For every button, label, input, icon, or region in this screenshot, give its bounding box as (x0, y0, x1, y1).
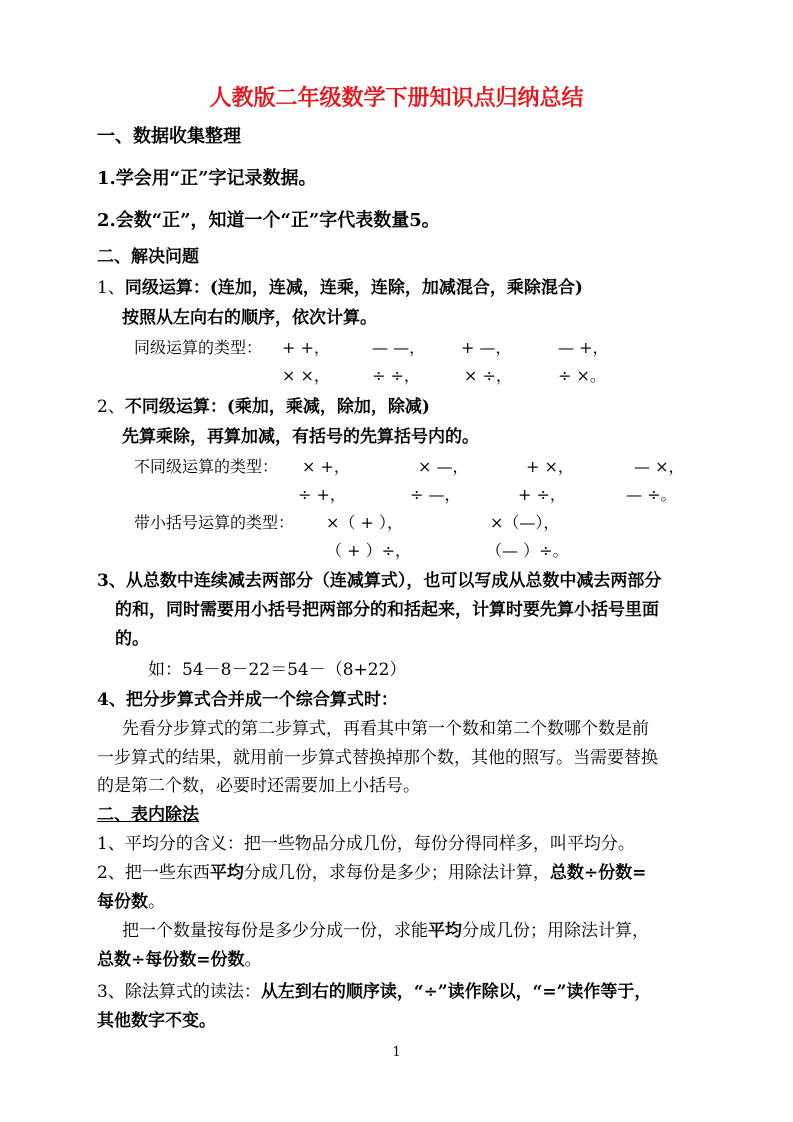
point-2-number: 2、 (97, 397, 125, 417)
same-level-types-label: 同级运算的类型： (134, 338, 263, 357)
paren-type-2: ×（—）， (490, 513, 560, 532)
same-type-7: × ÷， (464, 366, 512, 385)
division-item-3 (97, 981, 651, 1003)
point-3-line-3: 的。 (115, 629, 149, 649)
section-heading-problem-solving: 二、解决问题 (97, 247, 199, 267)
division-item-2b (122, 920, 649, 942)
division-item-2-formula: 总数÷份数= (549, 863, 647, 883)
same-type-8: ÷ ×。 (558, 366, 606, 385)
point-4-line-2: 一步算式的结果，就用前一步算式替换掉那个数，其他的照写。当需要替换 (97, 748, 658, 768)
division-item-3-cont: 其他数字不变。 (97, 1011, 216, 1031)
division-item-2 (97, 862, 646, 884)
division-item-2b-cont (97, 949, 262, 971)
diff-type-6: ÷ —， (410, 485, 461, 504)
point-2-rule: 先算乘除，再算加减，有括号的先算括号内的。 (122, 427, 479, 447)
point-2 (97, 396, 430, 418)
division-item-2-c: 分成几份，求每份是多少；用除法计算， (243, 863, 550, 883)
diff-level-types-label: 不同级运算的类型： (134, 457, 279, 476)
paren-types-label: 带小括号运算的类型： (134, 513, 295, 532)
point-4-line-1: 先看分步算式的第二步算式，再看其中第一个数和第二个数哪个数是前 (122, 719, 649, 739)
same-type-6: ÷ ÷， (372, 366, 420, 385)
division-item-1: 1、平均分的含义：把一些物品分成几份，每份分得同样多，叫平均分。 (97, 834, 635, 854)
diff-type-7: + ÷， (518, 485, 566, 504)
point-1 (97, 277, 583, 299)
item-zheng-record: 1.学会用“正”字记录数据。 (97, 168, 317, 189)
item-zheng-count: 2.会数“正”，知道一个“正”字代表数量5。 (97, 210, 440, 231)
paren-type-3: （ + ）÷， (326, 541, 411, 560)
diff-type-5: ÷ +， (298, 485, 346, 504)
diff-type-3: + ×， (526, 457, 574, 476)
division-item-2b-a: 把一个数量按每份是多少分成一份，求能 (122, 921, 428, 941)
section-heading-division: 二、表内除法 (97, 805, 199, 825)
diff-type-8: — ÷。 (626, 485, 677, 504)
point-1-number: 1、 (97, 278, 125, 298)
paren-type-4: （— ）÷。 (486, 541, 569, 560)
division-item-2b-end: 。 (244, 950, 262, 970)
point-4-line-3: 的是第二个数，必要时还需要加上小括号。 (97, 776, 420, 796)
point-3-example: 如：54－8－22＝54－（8+22） (148, 660, 407, 680)
diff-type-1: × +， (302, 457, 350, 476)
division-item-3-a: 3、除法算式的读法： (97, 982, 261, 1002)
division-item-2-average: 平均 (209, 863, 244, 883)
same-type-3: + —， (461, 338, 512, 357)
division-item-2b-average: 平均 (428, 921, 462, 941)
same-type-1: + +， (282, 338, 330, 357)
point-2-text: 不同级运算：(乘加，乘减，除加，除减) (124, 397, 430, 417)
document-title: 人教版二年级数学下册知识点归纳总结 (209, 85, 584, 111)
diff-type-2: × —， (418, 457, 469, 476)
page-number: 1 (392, 1045, 401, 1060)
point-1-text: 同级运算：(连加，连减，连乘，连除，加减混合，乘除混合) (124, 278, 583, 298)
point-3-line-2: 的和，同时需要用小括号把两部分的和括起来，计算时要先算小括号里面 (115, 600, 659, 620)
point-4-title: 4、把分步算式合并成一个综合算式时： (97, 690, 398, 710)
point-3-line-1: 3、从总数中连续减去两部分（连减算式），也可以写成从总数中减去两部分 (97, 571, 662, 591)
division-item-3-rule: 从左到右的顺序读，“÷”读作除以，“=”读作等于， (260, 982, 652, 1002)
section-heading-data-collection: 一、数据收集整理 (97, 126, 241, 147)
division-item-2-end: 。 (148, 892, 165, 912)
division-item-2-a: 2、把一些东西 (97, 863, 210, 883)
paren-type-1: ×（ + ）， (326, 513, 403, 532)
division-item-2b-formula: 总数÷每份数=份数 (97, 950, 245, 970)
division-item-2-cont (97, 891, 165, 913)
diff-type-4: — ×， (634, 457, 685, 476)
point-1-rule: 按照从左向右的顺序，依次计算。 (122, 308, 377, 328)
same-type-2: — —， (372, 338, 426, 357)
division-item-2-result: 每份数 (97, 892, 148, 912)
division-item-2b-c: 分成几份；用除法计算， (462, 921, 649, 941)
same-type-5: × ×， (282, 366, 330, 385)
same-type-4: — +， (558, 338, 609, 357)
